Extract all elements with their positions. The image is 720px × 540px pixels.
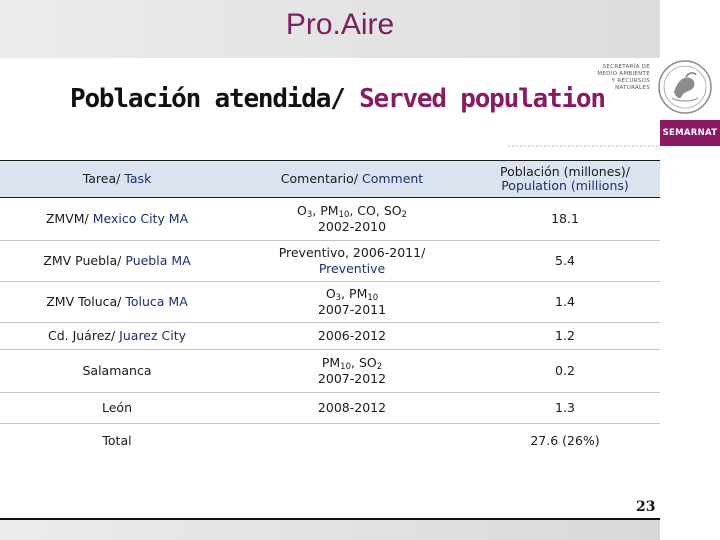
cell-comment [234,424,470,459]
decorative-dots [508,140,658,152]
comment-text: O [325,286,336,301]
comment-text: , CO, SO [349,203,402,218]
subscript: 2 [401,210,408,220]
page-number: 23 [636,499,656,515]
header-population-es: Población (millones)/ [499,164,631,179]
comment-text: PM [321,355,341,370]
cell-population: 0.2 [470,350,660,393]
table-row [0,393,660,424]
agency-name: SECRETARÍA DE MEDIO AMBIENTE Y RECURSOS NATURALES [597,64,650,91]
subscript: 10 [340,362,351,372]
comment-text: , SO [351,355,377,370]
comment-text: , PM [341,286,368,301]
footer-band [0,520,660,540]
cell-population: 1.2 [470,323,660,350]
mexican-eagle-emblem-icon [656,58,714,116]
cell-population: 27.6 (26%) [530,433,600,448]
task-es: ZMVM/ [45,211,89,226]
cell-comment: 2008-2012 [234,393,470,424]
subscript: 10 [367,293,379,303]
subscript: 3 [306,210,313,220]
header-task-en: Task [124,171,152,186]
table-header-row [0,161,660,198]
comment-text: Preventivo, 2006-2011/ [278,245,426,260]
header-population-en: Population (millions) [501,178,629,193]
header-population [470,161,660,198]
header-title: Pro.Aire [285,8,395,41]
semarnat-badge: SEMARNAT [660,120,720,146]
comment-text: , PM [312,203,339,218]
table-row [0,198,660,241]
cell-task [0,198,234,241]
cell-comment [234,241,470,282]
cell-population: 5.4 [470,241,660,282]
slide-title-spanish: Población atendida/ [70,84,345,114]
table-row [0,350,660,393]
table-row-total [0,424,660,459]
table-row [0,282,660,323]
cell-comment: 2006-2012 [234,323,470,350]
served-population-table [0,160,660,458]
task-es: ZMV Toluca/ [46,294,122,309]
cell-task: Total [102,433,132,448]
cell-task: Salamanca [0,350,234,393]
header-task [0,161,234,198]
slide-title [70,84,630,114]
task-en: Toluca MA [125,294,188,309]
slide-title-english: Served population [359,84,605,114]
header-comment-en: Comment [361,171,424,186]
cell-task: León [0,393,234,424]
task-en: Puebla MA [125,253,191,268]
cell-population: 18.1 [470,198,660,241]
cell-comment [234,282,470,323]
cell-task [0,323,234,350]
task-en: Juarez City [119,328,187,343]
comment-years: 2007-2011 [317,302,387,317]
cell-comment [234,198,470,241]
cell-population: 1.4 [470,282,660,323]
comment-text-en: Preventive [318,261,386,276]
header-comment-es: Comentario/ [280,171,358,186]
cell-population: 1.3 [470,393,660,424]
table-row [0,323,660,350]
cell-task [0,241,234,282]
comment-text: O [296,203,307,218]
header-task-es: Tarea/ [82,171,121,186]
table-row [0,241,660,282]
subscript: 3 [335,293,342,303]
task-en: Mexico City MA [92,211,189,226]
subscript: 10 [338,210,350,220]
subscript: 2 [376,362,383,372]
comment-years: 2007-2012 [317,371,387,386]
cell-task [0,282,234,323]
task-es: ZMV Puebla/ [43,253,122,268]
header-comment [234,161,470,198]
comment-years: 2002-2010 [317,219,387,234]
task-es: Cd. Juárez/ [47,328,116,343]
cell-comment [234,350,470,393]
